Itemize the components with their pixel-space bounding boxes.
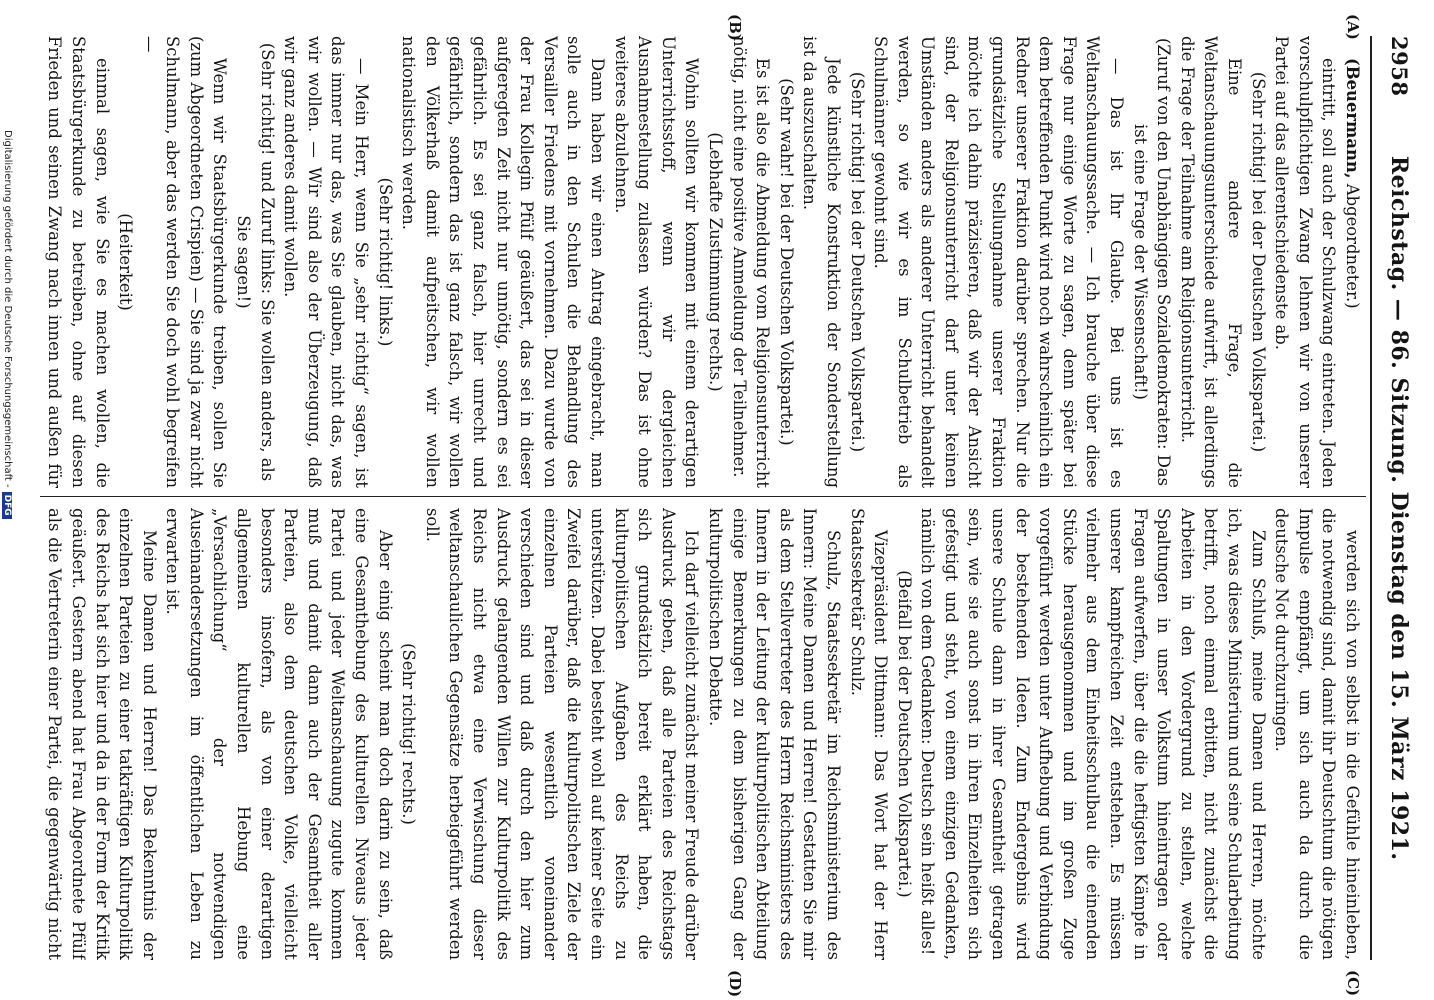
- paragraph-text: (Sehr wahr! bei der Deutschen Volkspartei.): [776, 78, 796, 446]
- paragraph: [1175, 36, 1246, 488]
- interjection: [892, 508, 916, 960]
- paragraph-text: Ich darf vielleicht zunächst meiner Freude darüber Ausdruck geben, daß alle Parteien des Reichstags sich grundsätzlich bereit erklärt haben, die kulturpolitischen Aufgaben des Reichs zu unterstützen. Dabei besteht wohl auf keiner Seite ein Zweifel darüber, daß die kulturpolitischen Ziele der einzelnen Parteien wesentlich voneinander verschieden sind und daß durch den hier zum Ausdruck gelangenden Willen zur Kulturpolitik des Reichs nicht etwa eine Verwischung dieser weltanschaulichen Gegensätze herbeigeführt werden soll.: [422, 508, 702, 960]
- column-divider: [40, 496, 1366, 497]
- paragraph: [40, 36, 114, 488]
- paragraph-text: (Sehr richtig! bei der Deutschen Volkspartei.): [847, 71, 867, 453]
- interjection: [845, 36, 869, 488]
- paragraph: [40, 508, 161, 960]
- paragraph-text: Jede künstliche Konstruktion der Sonderstellung ist da auszuschalten.: [800, 36, 843, 488]
- interjection: [774, 36, 798, 488]
- paragraph: [161, 508, 397, 960]
- margin-marker-d: (D): [726, 970, 744, 998]
- dfg-logo: DFG: [2, 492, 12, 519]
- paragraph: [609, 36, 703, 488]
- right-column: [40, 508, 1364, 960]
- paragraph-text: einmal sagen, wie Sie es machen wollen, die Staatsbürgerkunde zu betreiben, ohne auf diesen Frieden und seinen Zwang nach innen und außen für: [45, 36, 112, 488]
- speaker-name: (Beuermann,: [1343, 58, 1362, 179]
- page-title: Reichstag. — 86. Sitzung. Dienstag den 15. März 1921.: [1386, 155, 1412, 861]
- left-column: [40, 36, 1364, 488]
- paragraph-text: Schulz, Staatssekretär im Reichsministerium des Innern: Meine Damen und Herren! Gestatten Sie mir als dem Stellvertreter des Herrn Reichsministers des Innern in der Leitung der kulturpolitischen Abteilung einige Bemerkungen zu dem bisherigen Gang der kulturpolitischen Debatte.: [705, 508, 843, 960]
- paragraph-text: (Beifall bei der Deutschen Volkspartei.): [894, 570, 914, 898]
- interjection: [1128, 36, 1175, 488]
- paragraph-text: — Das ist Ihr Glaube. Bei uns ist es Weltanschauungssache. — Ich brauche über diese Frage nur einige Worte zu sagen, denn später bei dem betreffenden Punkt wird noch wahrscheinlich ein Redner unserer Fraktion darüber sprechen. Nur die grundsätzliche Stellungnahme unserer Fraktion möchte ich dahin präzisieren, daß wir der Ansicht sind, der Religionsunterricht darf unter keinen Umständen anders als anderer Unterricht behandelt werden, so wie wir es im Schulbetrieb als Schulmänner gewohnt sind.: [871, 36, 1127, 488]
- interjection: [232, 36, 279, 488]
- paragraph-text: (Sehr richtig! rechts.): [399, 643, 419, 825]
- paragraph: [279, 36, 373, 488]
- paragraph: [1340, 36, 1364, 488]
- margin-marker-c: (C): [1344, 970, 1362, 997]
- page-number: 2958: [1387, 36, 1412, 97]
- paragraph: [727, 36, 774, 488]
- paragraph-text: (Sehr richtig! links.): [375, 177, 395, 347]
- paragraph: [137, 36, 231, 488]
- paragraph-text: (Heiterkeit): [116, 213, 136, 311]
- paragraph-text: eintritt, soll auch der Schulzwang eintreten. Jeden vorschulpflichtigen Zwang lehnen wir von unserer Partei auf das allerentschiedenste ab.: [1272, 36, 1339, 488]
- paragraph-text: Es ist also die Abmeldung vom Religionsunterricht nötig, nicht eine positive Anmeldung der Teilnehmer.: [729, 36, 773, 488]
- paragraph: [1270, 36, 1341, 488]
- paragraph: [916, 508, 1270, 960]
- paragraph-text: Wenn wir Staatsbürgerkunde treiben, sollen Sie (zum Abgeordneten Crispien) — Sie sind ja zwar nicht Schulmann, aber das werden Sie doch wohl begreifen —: [139, 36, 230, 488]
- margin-marker-b: (B): [726, 14, 744, 41]
- interjection: [703, 36, 727, 488]
- paragraph: [798, 36, 845, 488]
- paragraph-text: (Sehr richtig! bei der Deutschen Volkspartei.): [1248, 71, 1268, 453]
- interjection: [373, 36, 397, 488]
- paragraph-text: Wohin sollten wir kommen mit einem derartigen Unterrichtsstoff, wenn wir dergleichen Ausnahmestellung zulassen würden? Das ist ohne weiteres abzulehnen.: [611, 36, 702, 488]
- paragraph-text: (Lebhafte Zustimmung rechts.): [705, 132, 725, 392]
- paragraph-text: Abgeordneter.): [1343, 178, 1362, 309]
- paragraph-text: (Sehr richtig! und Zuruf links: Sie wollen anders, als Sie sagen!): [234, 42, 277, 482]
- page-header: [1372, 36, 1412, 960]
- paragraph-text: Vizepräsident Dittmann: Das Wort hat der Herr Staatssekretär Schulz.: [847, 508, 891, 960]
- interjection: [114, 36, 138, 488]
- paragraph-text: (Zuruf von den Unabhängigen Sozialdemokraten: Das ist eine Frage der Wissenschaft!): [1130, 37, 1174, 487]
- paragraph-text: Dann haben wir einen Antrag eingebracht, man solle auch in den Schulen die Behandlung des Versailler Friedens mit vornehmen. Dazu wurde von der Frau Kollegin Pfülf geäußert, das sei in dieser aufgeregten Zeit nicht nur unnötig, sondern es sei gefährlich. Es sei ganz falsch, hier unrecht und gefährlich, sondern das ist ganz falsch, wir wollen den Völkerhaß damit aufpeitschen, wir wollen nationalistisch werden.: [399, 36, 607, 488]
- digitization-credit: [2, 130, 13, 519]
- paragraph: [1270, 508, 1364, 960]
- paragraph-text: — Mein Herr, wenn Sie „sehr richtig“ sagen, ist das immer nur das, was Sie glauben, nicht das, was wir wollen. — Wir sind also der Überzeugung, daß wir ganz anderes damit wollen.: [281, 36, 372, 488]
- paragraph-text: Zum Schluß, meine Damen und Herren, möchte ich, was dieses Ministerium und seine Schularbeitung betrifft, noch einmal erbitten, nicht zunächst die Arbeiten in den Vordergrund zu stellen, welche Spaltungen in unser Volkstum hineintragen oder Fragen aufwerfen, über die die heftigsten Kämpfe in unserer kampfreichen Zeit entstehen. Es müssen vielmehr aus dem Einheitsschulbau die einenden Stücke herausgenommen und im großen Zuge vorgeführt werden unter Aufhebung und Verbindung der bestehenden Ideen. Zum Endergebnis wird unsere Schule dann in ihrer Gesamtheit getragen sein, wie sie auch sonst in ihren Einzelheiten sich gefestigt und steht, von einem einzigen Gedanken, nämlich von dem Gedanken: Deutsch sein heißt alles!: [918, 508, 1268, 960]
- margin-marker-a: (A): [1344, 14, 1362, 40]
- interjection: [397, 508, 421, 960]
- paragraph-text: Meine Damen und Herren! Das Bekenntnis der einzelnen Parteien zu einer tatkräftigen Kulturpolitik des Reichs hat sich hier und da in der Form der Kritik geäußert. Gestern abend hat Frau Abgeordnete Pfülf als die Vertreterin einer Partei, die gegenwärtig nicht: [45, 508, 159, 960]
- header-rule: [1370, 36, 1372, 960]
- paragraph: [397, 36, 609, 488]
- paragraph-text: werden sich von selbst in die Gefühle hineinleben, die notwendig sind, damit ihr Deutschtum die nötigen Impulse empfängt, um sich auch da durch die deutsche Not durchzuringen.: [1272, 508, 1362, 960]
- paragraph: [845, 508, 892, 960]
- paragraph: [420, 508, 703, 960]
- credit-text: Digitalisierung gefördert durch die Deutsche Forschungsgemeinschaft -: [2, 130, 13, 488]
- paragraph: [869, 36, 1129, 488]
- paragraph-text: Eine andere Frage, die Weltanschauungsunterschiede aufwirft, ist allerdings die Frage der Teilnahme am Religionsunterricht.: [1177, 36, 1245, 488]
- interjection: [1246, 36, 1270, 488]
- paragraph-text: Aber einig scheint man doch darin zu sein, daß eine Gesamthebung des kulturellen Niveaus jeder Partei und jeder Weltanschauung zugute kommen muß und damit dann auch der Gesamtheit aller Parteien, also dem deutschen Volke, vielleicht besonders insofern, als von einer derartigen allgemeinen kulturellen Hebung eine „Versachlichung“ der notwendigen Auseinandersetzungen im öffentlichen Leben zu erwarten ist.: [163, 508, 395, 960]
- paragraph: [703, 508, 845, 960]
